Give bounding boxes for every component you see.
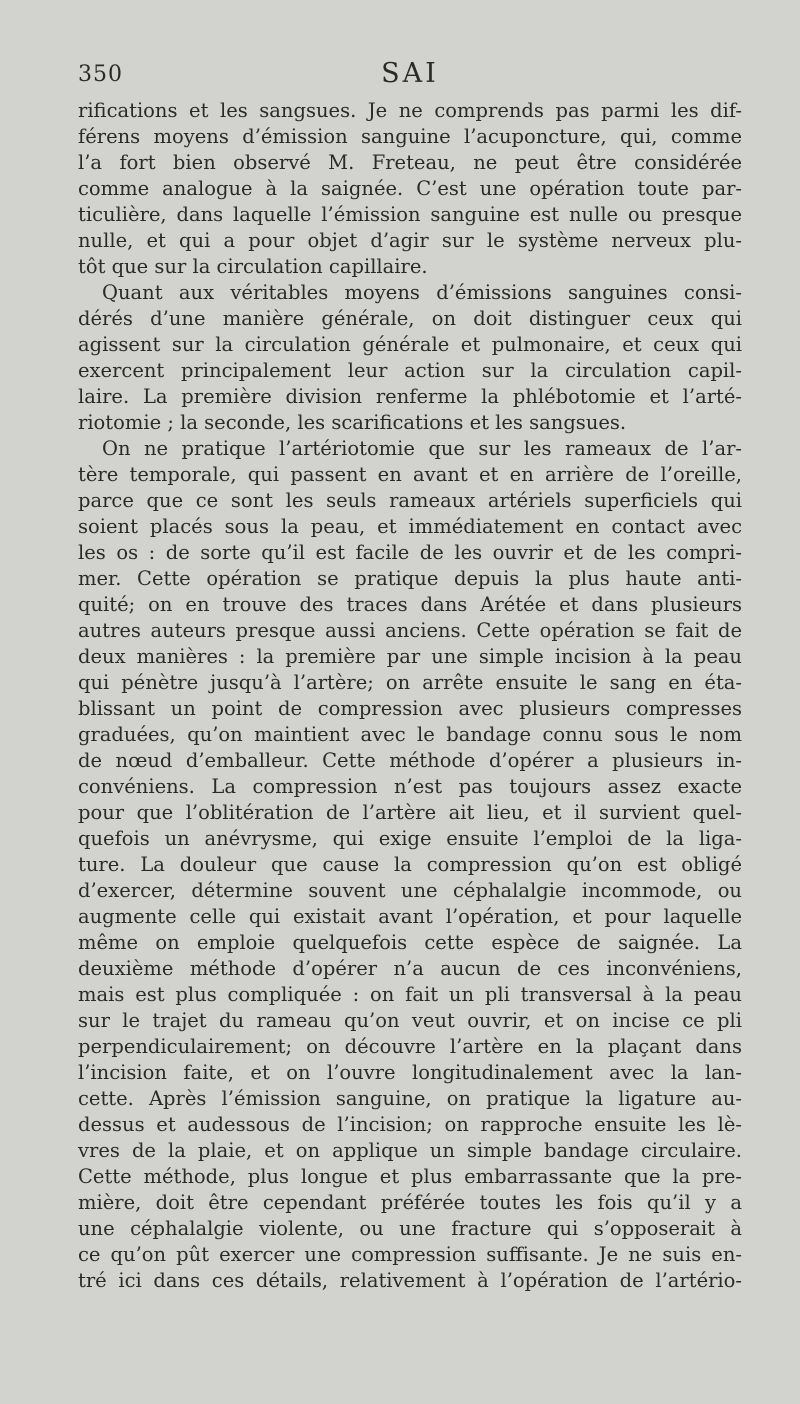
page-header <box>78 58 742 98</box>
text-line: laire. La première division renferme la phlébotomie et l’arté- <box>78 385 742 408</box>
text-line: riotomie ; la seconde, les scarifications et les sangsues. <box>78 411 627 434</box>
text-line: mer. Cette opération se pratique depuis la plus haute anti- <box>78 567 742 590</box>
text-line: comme analogue à la saignée. C’est une opération toute par- <box>78 177 742 200</box>
text-line: quefois un anévrysme, qui exige ensuite l’emploi de la liga- <box>78 827 742 850</box>
text-line: mais est plus compliquée : on fait un pli transversal à la peau <box>78 983 742 1006</box>
text-line: rifications et les sangsues. Je ne comprends pas parmi les dif- <box>78 99 742 122</box>
text-line: Quant aux véritables moyens d’émissions sanguines consi- <box>102 281 742 304</box>
text-line: l’a fort bien observé M. Freteau, ne peut être considérée <box>78 151 742 174</box>
text-line: férens moyens d’émission sanguine l’acuponcture, qui, comme <box>78 125 742 148</box>
page-number: 350 <box>78 62 123 87</box>
text-line: qui pénètre jusqu’à l’artère; on arrête ensuite le sang en éta- <box>78 671 742 694</box>
text-line: Cette méthode, plus longue et plus embarrassante que la pre- <box>78 1165 742 1188</box>
text-line: augmente celle qui existait avant l’opération, et pour laquelle <box>78 905 742 928</box>
text-line: d’exercer, détermine souvent une céphalalgie incommode, ou <box>78 879 742 902</box>
text-line: une céphalalgie violente, ou une fracture qui s’opposerait à <box>78 1217 742 1240</box>
text-line: perpendiculairement; on découvre l’artère en la plaçant dans <box>78 1035 742 1058</box>
text-line: l’incision faite, et on l’ouvre longitudinalement avec la lan- <box>78 1061 742 1084</box>
text-line: exercent principalement leur action sur la circulation capil- <box>78 359 742 382</box>
text-line: parce que ce sont les seuls rameaux artériels superficiels qui <box>78 489 742 512</box>
text-line: pour que l’oblitération de l’artère ait lieu, et il survient quel- <box>78 801 742 824</box>
text-line: tôt que sur la circulation capillaire. <box>78 255 428 278</box>
text-line: convéniens. La compression n’est pas toujours assez exacte <box>78 775 742 798</box>
text-line: les os : de sorte qu’il est facile de les ouvrir et de les compri- <box>78 541 742 564</box>
text-line: graduées, qu’on maintient avec le bandage connu sous le nom <box>78 723 742 746</box>
text-line: tère temporale, qui passent en avant et en arrière de l’oreille, <box>78 463 742 486</box>
text-line: ticulière, dans laquelle l’émission sanguine est nulle ou presque <box>78 203 742 226</box>
text-line: soient placés sous la peau, et immédiatement en contact avec <box>78 515 742 538</box>
text-line: On ne pratique l’artériotomie que sur les rameaux de l’ar- <box>102 437 742 460</box>
text-line: ce qu’on pût exercer une compression suffisante. Je ne suis en- <box>78 1243 742 1266</box>
text-line: quité; on en trouve des traces dans Arétée et dans plusieurs <box>78 593 742 616</box>
text-line: autres auteurs presque aussi anciens. Cette opération se fait de <box>78 619 742 642</box>
text-line: agissent sur la circulation générale et pulmonaire, et ceux qui <box>78 333 742 356</box>
text-line: mière, doit être cependant préférée toutes les fois qu’il y a <box>78 1191 742 1214</box>
text-line: dérés d’une manière générale, on doit distinguer ceux qui <box>78 307 742 330</box>
text-line: de nœud d’emballeur. Cette méthode d’opérer a plusieurs in- <box>78 749 742 772</box>
text-line: deux manières : la première par une simple incision à la peau <box>78 645 742 668</box>
text-line: deuxième méthode d’opérer n’a aucun de ces inconvéniens, <box>78 957 742 980</box>
text-line: cette. Après l’émission sanguine, on pratique la ligature au- <box>78 1087 742 1110</box>
text-line: tré ici dans ces détails, relativement à l’opération de l’artério- <box>78 1269 742 1292</box>
text-line: vres de la plaie, et on applique un simple bandage circulaire. <box>78 1139 742 1162</box>
text-line: nulle, et qui a pour objet d’agir sur le système nerveux plu- <box>78 229 742 252</box>
text-line: dessus et audessous de l’incision; on rapproche ensuite les lè- <box>78 1113 742 1136</box>
body-text <box>78 98 742 1294</box>
text-line: même on emploie quelquefois cette espèce de saignée. La <box>78 931 742 954</box>
text-line: sur le trajet du rameau qu’on veut ouvrir, et on incise ce pli <box>78 1009 742 1032</box>
text-line: blissant un point de compression avec plusieurs compresses <box>78 697 742 720</box>
running-head: SAI <box>381 58 439 89</box>
text-line: ture. La douleur que cause la compression qu’on est obligé <box>78 853 742 876</box>
